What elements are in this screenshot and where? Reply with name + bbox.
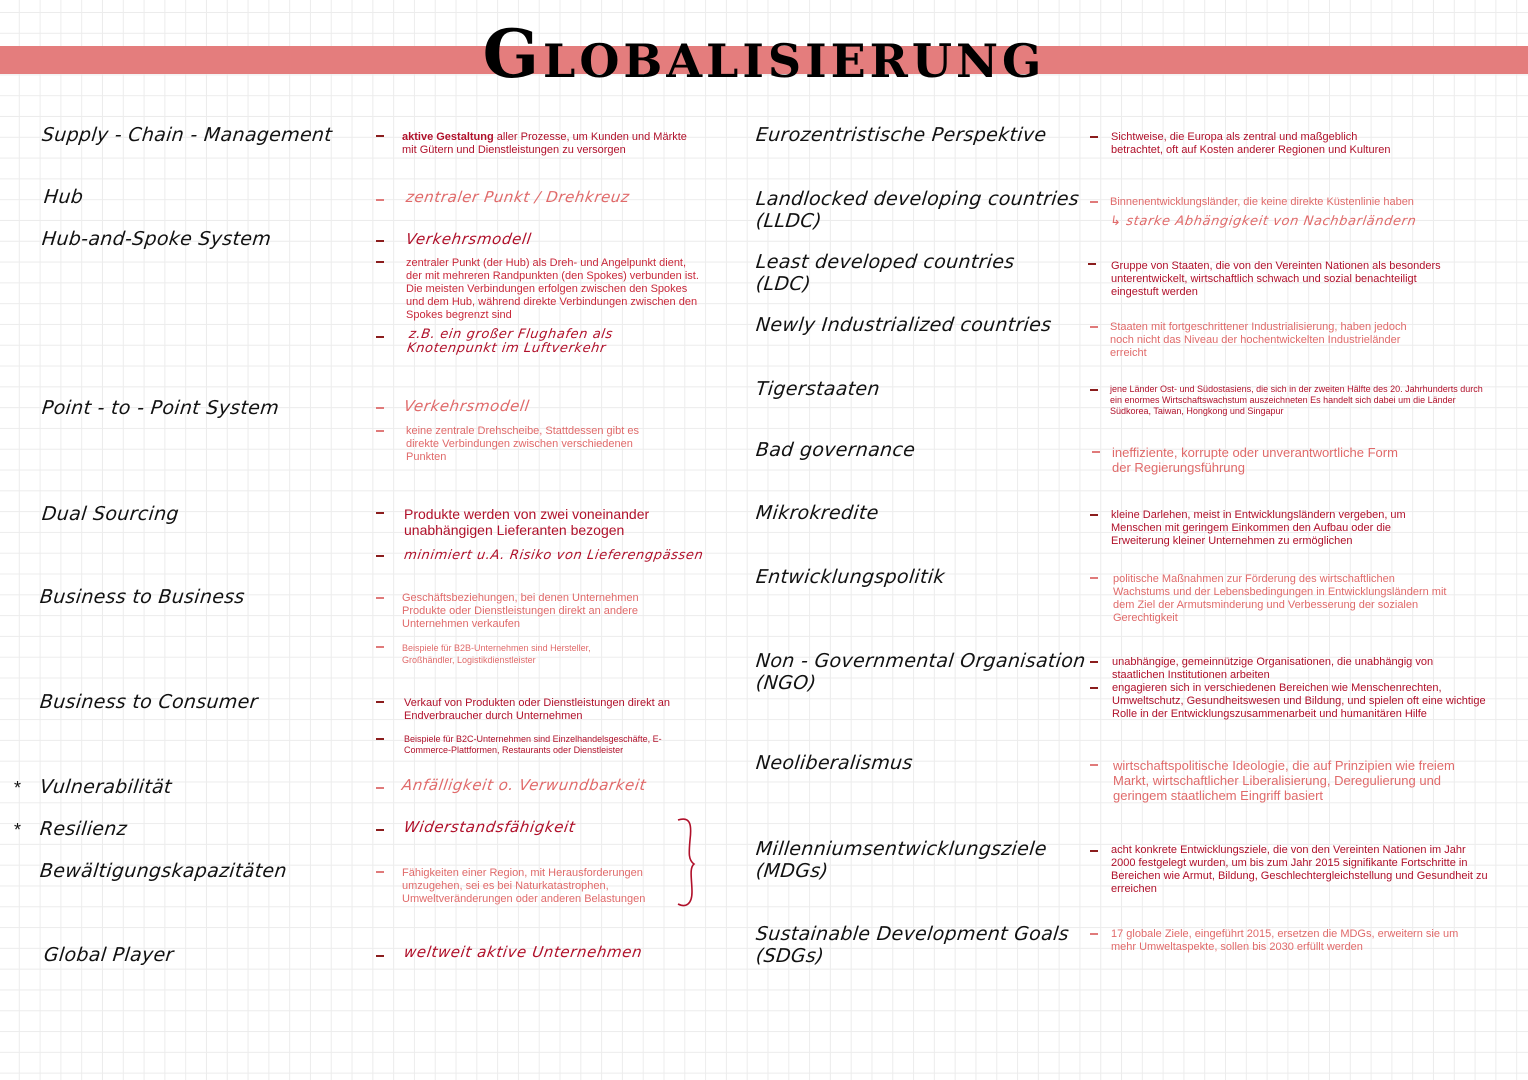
definition-bewaeltigung: Fähigkeiten einer Region, mit Herausforderungen umzugehen, sei es bei Naturkatastrophen, Umweltveränderungen oder anderen Belastungen bbox=[402, 867, 646, 905]
star-marker: * bbox=[14, 778, 22, 798]
definition-ngo-1: unabhängige, gemeinnützige Organisationen, die unabhängig von staatlichen Institutionen arbeiten bbox=[1112, 656, 1434, 681]
term-mdgs-abbr: (MDGs) bbox=[754, 860, 830, 882]
definition-text: z.B. ein großer Flughafen als Knotenpunkt im Luftverkehr bbox=[406, 327, 614, 356]
definition-sdgs: 17 globale Ziele, eingeführt 2015, ersetzen die MDGs, erweitern sie um mehr Umweltaspekte, sollen bis 2030 erfüllt werden bbox=[1111, 928, 1459, 953]
term-b2b: Business to Business bbox=[38, 586, 246, 608]
definition-bold: aktive Gestaltung bbox=[402, 131, 494, 143]
term-bad-governance: Bad governance bbox=[754, 439, 917, 461]
bullet-dash bbox=[1090, 389, 1098, 391]
term-vulnerabilitaet: Vulnerabilität bbox=[38, 776, 173, 798]
term-tigerstaaten: Tigerstaaten bbox=[754, 378, 882, 400]
definition-text: Verkehrsmodell bbox=[402, 397, 531, 415]
definition-supply-chain bbox=[402, 131, 702, 157]
definition-hub-spoke-2: zentraler Punkt (der Hub) als Dreh- und Angelpunkt dient, der mit mehreren Randpunkten (den Spokes) verbunden ist. Die meisten Verbindungen erfolgen zwischen den Spokes und dem Hub, während direkte Verbindungen zwischen den Spokes begrenzt sind bbox=[406, 257, 699, 321]
definition-b2b-1: Geschäftsbeziehungen, bei denen Unternehmen Produkte oder Dienstleistungen direkt an andere Unternehmen verkaufen bbox=[402, 592, 639, 630]
definition-neoliberalismus: wirtschaftspolitische Ideologie, die auf Prinzipien wie freiem Markt, wirtschaftlicher Liberalisierung, Deregulierung und geringem staatlichem Eingriff basiert bbox=[1113, 758, 1455, 803]
definition-nic: Staaten mit fortgeschrittener Industrialisierung, haben jedoch noch nicht das Niveau der hochentwickelten Industrieländer erreicht bbox=[1110, 321, 1407, 359]
bullet-dash bbox=[376, 646, 384, 648]
definition-hub-spoke-1 bbox=[406, 231, 531, 249]
bullet-dash bbox=[376, 199, 384, 201]
bullet-dash bbox=[376, 430, 384, 432]
term-global-player: Global Player bbox=[42, 944, 175, 966]
bullet-dash bbox=[1090, 201, 1098, 203]
bullet-dash bbox=[1088, 263, 1096, 265]
term-resilienz: Resilienz bbox=[38, 818, 129, 840]
definition-text: weltweit aktive Unternehmen bbox=[402, 943, 644, 961]
definition-ngo-2: engagieren sich in verschiedenen Bereichen wie Menschenrechten, Umweltschutz, Gesundheitswesen und Bildung, und spielen oft eine wichtige Rolle in der Entwicklungszusammenarbeit und humanitären Hilfe bbox=[1112, 682, 1486, 720]
bullet-dash bbox=[1090, 933, 1098, 935]
definition-dual-sourcing-1: Produkte werden von zwei voneinander unabhängigen Lieferanten bezogen bbox=[404, 506, 650, 538]
term-hub: Hub bbox=[42, 186, 85, 208]
definition-text: Widerstandsfähigkeit bbox=[402, 818, 577, 836]
term-mikrokredite: Mikrokredite bbox=[754, 502, 880, 524]
page-title: Globalisierung bbox=[482, 15, 1046, 93]
term-bewaeltigungskapazitaeten: Bewältigungskapazitäten bbox=[38, 860, 288, 882]
definition-dual-sourcing-2 bbox=[404, 546, 703, 564]
term-ngo-abbr: (NGO) bbox=[754, 672, 818, 694]
bullet-dash bbox=[376, 597, 384, 599]
bullet-dash bbox=[1090, 136, 1098, 138]
term-sdgs: Sustainable Development Goals bbox=[754, 923, 1071, 945]
term-supply-chain-management: Supply - Chain - Management bbox=[40, 124, 334, 146]
bullet-dash bbox=[376, 787, 384, 789]
bullet-dash bbox=[376, 261, 384, 263]
term-b2c: Business to Consumer bbox=[38, 691, 259, 713]
definition-p2p-1 bbox=[404, 398, 529, 416]
term-sdgs-abbr: (SDGs) bbox=[754, 945, 826, 967]
definition-text: minimiert u.A. Risiko von Lieferengpässen bbox=[403, 548, 705, 563]
term-ldc: Least developed countries bbox=[754, 251, 1016, 273]
bullet-dash bbox=[376, 512, 384, 514]
bullet-dash bbox=[376, 955, 384, 957]
definition-eurozentristisch: Sichtweise, die Europa als zentral und maßgeblich betrachtet, oft auf Kosten anderer Regionen und Kulturen bbox=[1111, 131, 1391, 156]
bullet-dash bbox=[1090, 661, 1098, 663]
term-lldc-abbr: (LLDC) bbox=[754, 210, 823, 232]
bullet-dash bbox=[376, 701, 384, 703]
bullet-dash bbox=[376, 555, 384, 557]
term-nic: Newly Industrialized countries bbox=[754, 314, 1053, 336]
term-neoliberalismus: Neoliberalismus bbox=[754, 752, 914, 774]
term-ngo: Non - Governmental Organisation bbox=[754, 650, 1087, 672]
definition-resilienz bbox=[404, 819, 575, 837]
term-point-to-point: Point - to - Point System bbox=[40, 397, 281, 419]
bullet-dash bbox=[1090, 850, 1098, 852]
bullet-dash bbox=[376, 871, 384, 873]
definition-bad-governance: ineffiziente, korrupte oder unverantwortliche Form der Regierungsführung bbox=[1112, 445, 1398, 475]
definition-entwicklungspolitik: politische Maßnahmen zur Förderung des wirtschaftlichen Wachstums und der Lebensbedingungen in Entwicklungsländern mit dem Ziel der Armutsminderung und Verbesserung der sozialen Gerechtigkeit bbox=[1113, 573, 1447, 624]
bullet-dash bbox=[376, 135, 384, 137]
definition-p2p-2: keine zentrale Drehscheibe, Stattdessen gibt es direkte Verbindungen zwischen verschiedenen Punkten bbox=[406, 425, 639, 463]
star-marker: * bbox=[14, 820, 22, 840]
bullet-dash bbox=[376, 738, 384, 740]
definition-vulnerabilitaet bbox=[402, 777, 646, 795]
definition-text: Verkehrsmodell bbox=[404, 230, 533, 248]
definition-hub bbox=[406, 189, 630, 207]
definition-lldc-1: Binnenentwicklungsländer, die keine direkte Küstenlinie haben bbox=[1110, 196, 1414, 208]
bullet-dash bbox=[1090, 764, 1098, 766]
bullet-dash bbox=[376, 829, 384, 831]
definition-text: ↳ starke Abhängigkeit von Nachbarländern bbox=[1109, 214, 1418, 229]
definition-mdgs: acht konkrete Entwicklungsziele, die von den Vereinten Nationen im Jahr 2000 festgelegt wurden, um bis zum Jahr 2015 signifikante Fortschritte in Bereichen wie Armut, Bildung, Geschlechtergleichstellung und Gesundheit zu erreichen bbox=[1111, 844, 1488, 895]
definition-text: zentraler Punkt / Drehkreuz bbox=[404, 188, 631, 206]
definition-text: Anfälligkeit o. Verwundbarkeit bbox=[400, 776, 648, 794]
term-lldc: Landlocked developing countries bbox=[754, 188, 1081, 210]
definition-tigerstaaten: jene Länder Ost- und Südostasiens, die sich in der zweiten Hälfte des 20. Jahrhunderts durch ein enormes Wirtschaftswachstum auszeichneten Es handelt sich dabei um die Länder Südkorea, Taiwan, Hongkong und Singapur bbox=[1110, 384, 1483, 416]
bullet-dash bbox=[1090, 687, 1098, 689]
bullet-dash bbox=[376, 240, 384, 242]
bullet-dash bbox=[376, 407, 384, 409]
definition-b2c-1: Verkauf von Produkten oder Dienstleistungen direkt an Endverbraucher durch Unternehmen bbox=[404, 697, 670, 722]
definition-lldc-2 bbox=[1110, 212, 1416, 230]
term-ldc-abbr: (LDC) bbox=[754, 273, 812, 295]
curly-brace-icon bbox=[676, 816, 698, 908]
bullet-dash bbox=[1090, 514, 1098, 516]
definition-global-player bbox=[404, 944, 642, 962]
definition-b2c-2: Beispiele für B2C-Unternehmen sind Einzelhandelsgeschäfte, E-Commerce-Plattformen, Restaurants oder Dienstleister bbox=[404, 734, 662, 755]
definition-mikrokredite: kleine Darlehen, meist in Entwicklungsländern vergeben, um Menschen mit geringem Einkommen den Aufbau oder die Erweiterung kleiner Unternehmen zu ermöglichen bbox=[1111, 509, 1406, 547]
bullet-dash bbox=[1090, 577, 1098, 579]
term-eurozentristisch: Eurozentristische Perspektive bbox=[754, 124, 1048, 146]
bullet-dash bbox=[1092, 451, 1100, 453]
bullet-dash bbox=[1090, 326, 1098, 328]
definition-hub-spoke-3 bbox=[408, 328, 648, 357]
definition-b2b-2: Beispiele für B2B-Unternehmen sind Hersteller, Großhändler, Logistikdienstleister bbox=[402, 643, 591, 665]
definition-ldc: Gruppe von Staaten, die von den Vereinten Nationen als besonders unterentwickelt, wirtschaftlich schwach und sozial benachteiligt eingestuft werden bbox=[1111, 260, 1441, 298]
term-hub-and-spoke: Hub-and-Spoke System bbox=[40, 228, 273, 250]
term-entwicklungspolitik: Entwicklungspolitik bbox=[754, 566, 946, 588]
definition-text: aller Prozesse, um Kunden und Märkte mit Gütern und Dienstleistungen zu versorgen bbox=[402, 131, 687, 156]
bullet-dash bbox=[376, 336, 384, 338]
term-dual-sourcing: Dual Sourcing bbox=[40, 503, 181, 525]
term-mdgs: Millenniumsentwicklungsziele bbox=[754, 838, 1048, 860]
